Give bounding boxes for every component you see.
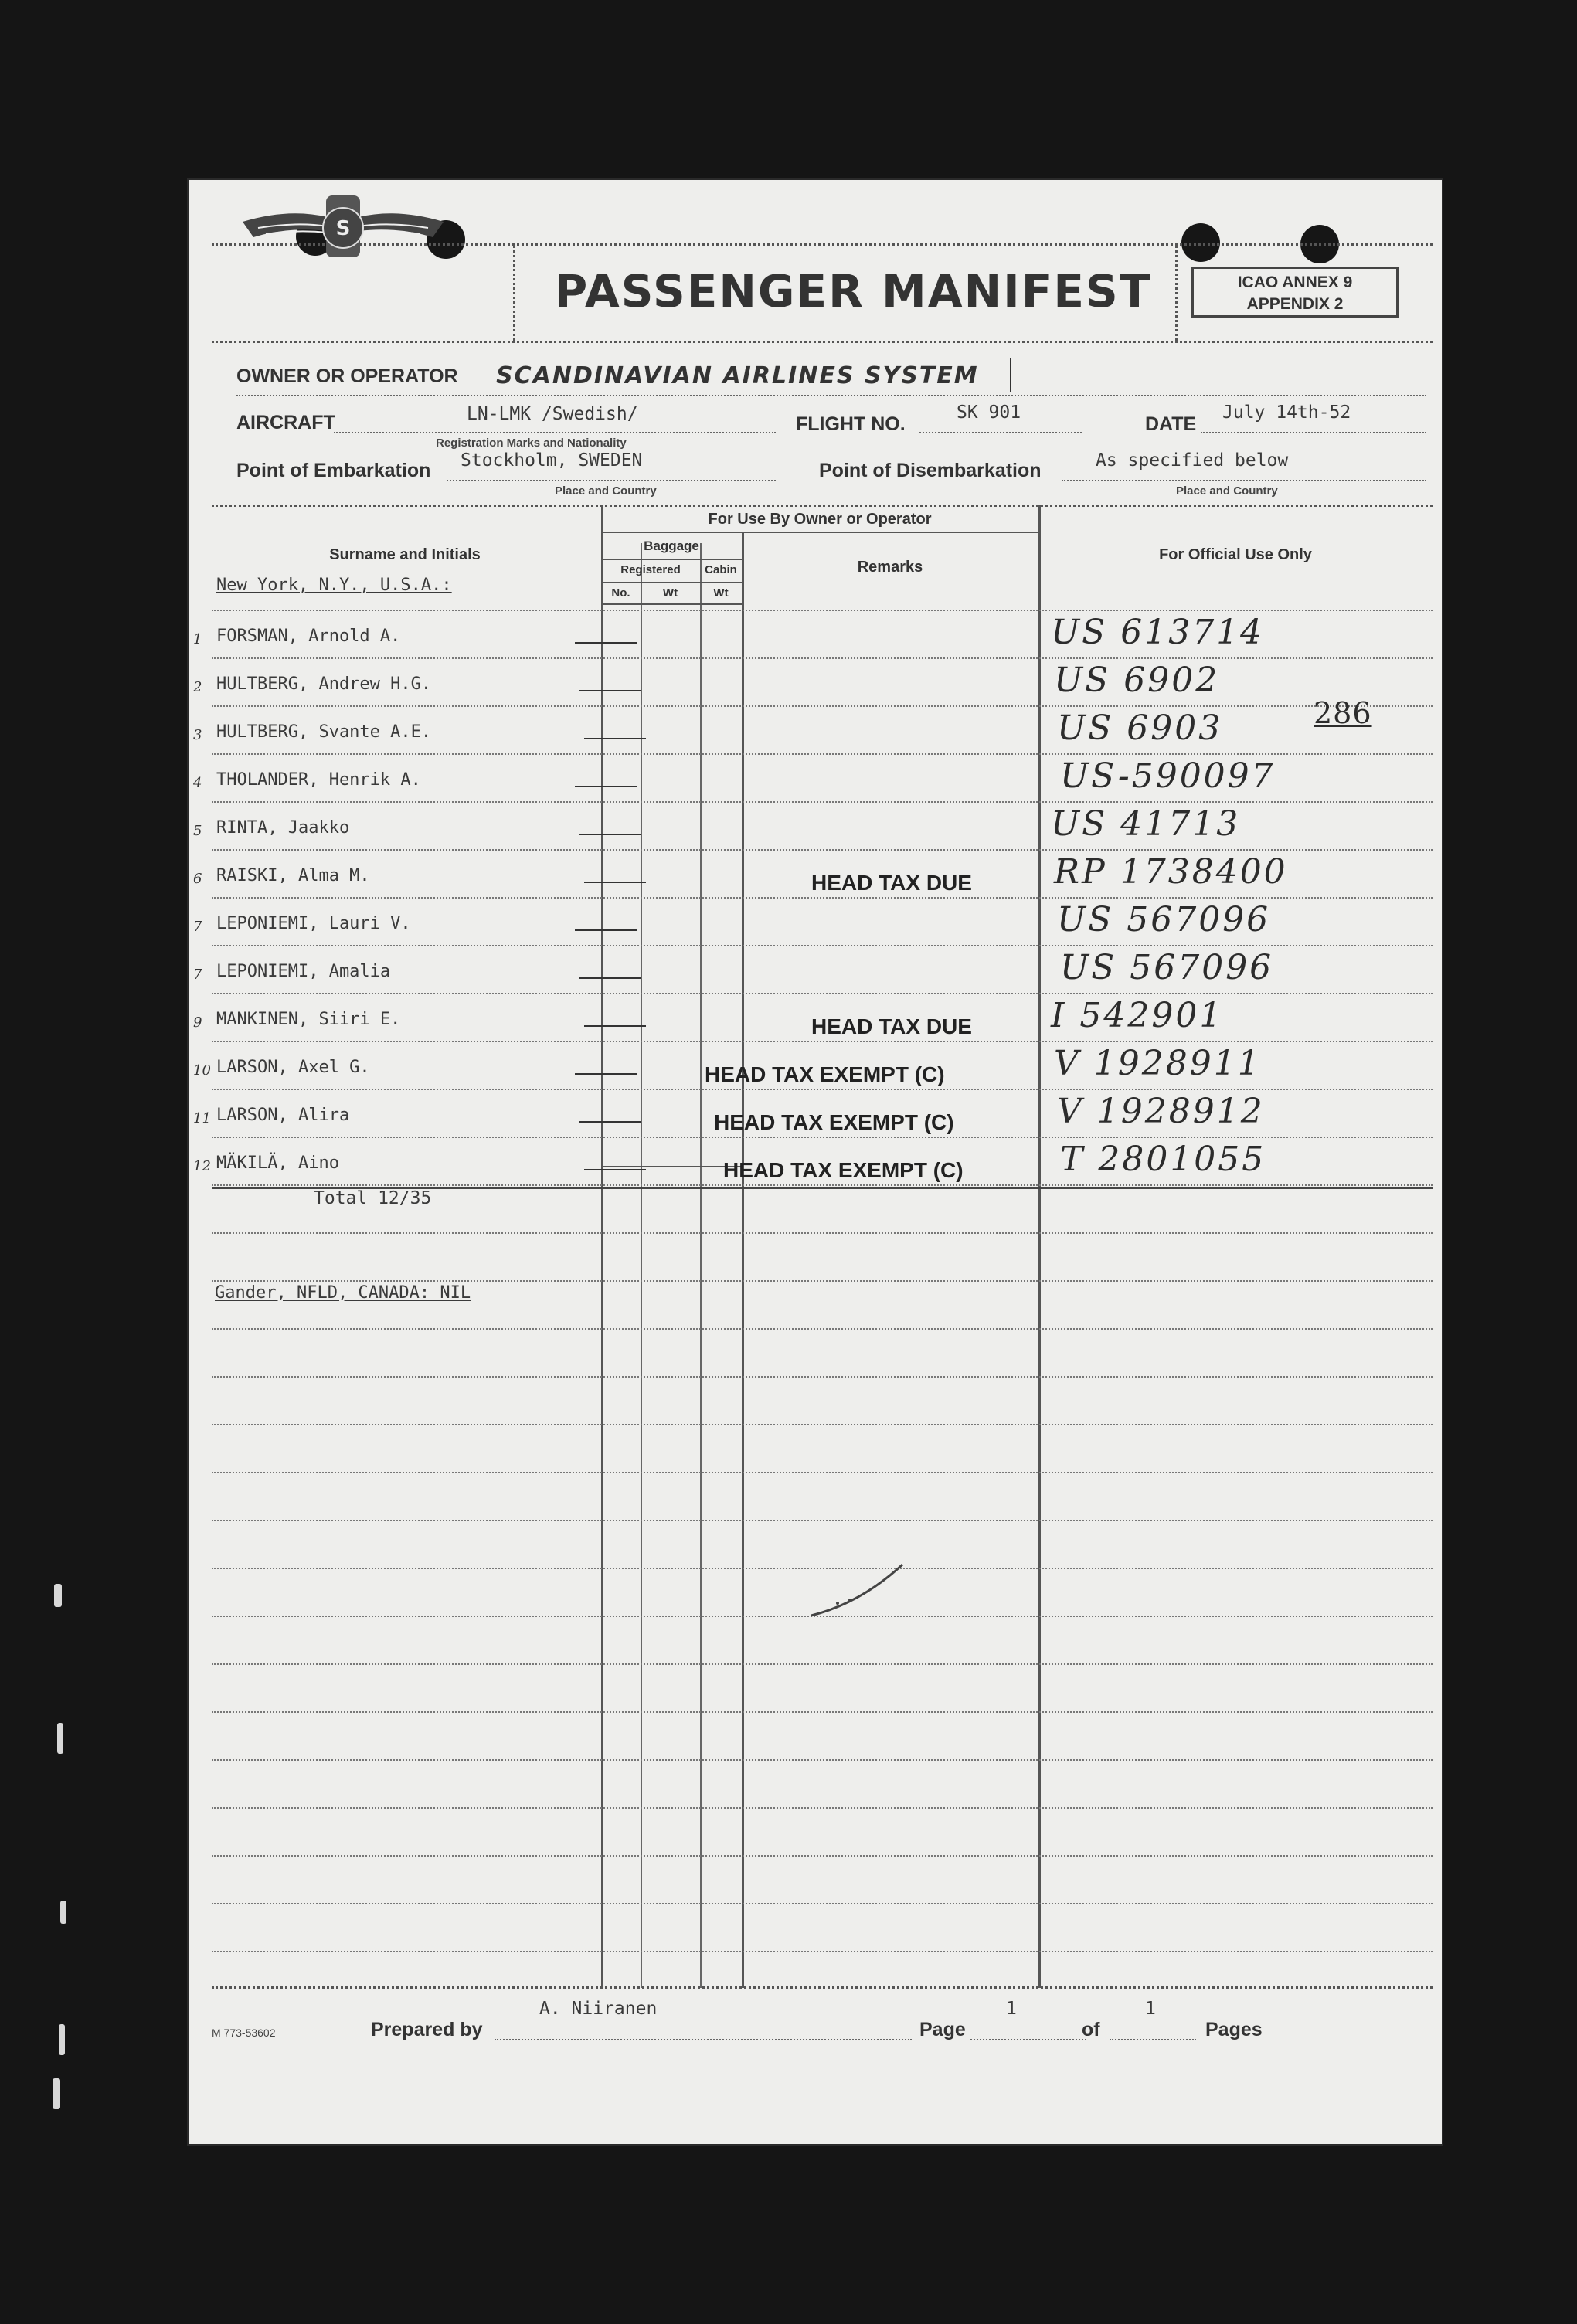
col-wt: Wt (662, 586, 678, 600)
col-cabin-wt: Wt (713, 586, 729, 600)
date-value: July 14th-52 (1222, 403, 1351, 423)
ruled-line (212, 1711, 1433, 1713)
flight-label: FLIGHT NO. (796, 413, 906, 435)
page-value: 1 (1006, 1999, 1017, 2019)
film-mark (53, 2078, 60, 2109)
col-remarks: Remarks (857, 559, 923, 576)
col-no: No. (611, 586, 630, 600)
official-entry: V 1928911 (1054, 1044, 1262, 1083)
remark-stamp: HEAD TAX EXEMPT (C) (723, 1158, 964, 1182)
passenger-name: LEPONIEMI, Lauri V. (216, 914, 411, 933)
official-entry: V 1928912 (1057, 1092, 1265, 1131)
row-number: 10 (193, 1062, 211, 1079)
row-number: 5 (193, 823, 202, 839)
film-mark (57, 1723, 63, 1754)
baggage-dash (584, 738, 646, 739)
passenger-name: THOLANDER, Henrik A. (216, 770, 421, 790)
flight-value: SK 901 (957, 403, 1021, 423)
row-number: 9 (193, 1014, 202, 1031)
extra-note: 286 (1314, 696, 1372, 730)
ruled-line (212, 1376, 1433, 1378)
passenger-name: HULTBERG, Svante A.E. (216, 722, 432, 742)
ruled-line (212, 1807, 1433, 1809)
ruled-line (212, 1520, 1433, 1521)
baggage-dash (579, 690, 641, 691)
film-mark (60, 1901, 66, 1924)
embarkation-value: Stockholm, SWEDEN (461, 450, 643, 471)
disembarkation-label: Point of Disembarkation (819, 460, 1042, 481)
row-number: 1 (193, 631, 202, 647)
prepared-value: A. Niiranen (539, 1999, 658, 2019)
col-cabin: Cabin (705, 563, 737, 576)
col-owner-use: For Use By Owner or Operator (708, 511, 932, 528)
col-surname: Surname and Initials (329, 546, 481, 563)
baggage-dash (575, 1073, 637, 1075)
ruled-line (212, 1424, 1433, 1425)
ruled-line (212, 801, 1433, 803)
ruled-line (212, 705, 1433, 707)
icao-line-1: ICAO ANNEX 9 (1237, 274, 1353, 291)
owner-value: SCANDINAVIAN AIRLINES SYSTEM (496, 362, 979, 389)
icao-box (1191, 267, 1399, 318)
passenger-name: MANKINEN, Siiri E. (216, 1010, 401, 1029)
svg-text:S: S (335, 217, 351, 240)
official-entry: US 41713 (1051, 804, 1241, 844)
col-baggage: Baggage (644, 539, 699, 553)
ruled-line (212, 897, 1433, 899)
of-label: of (1082, 2019, 1100, 2040)
total: Total 12/35 (314, 1188, 432, 1208)
ruled-line (212, 849, 1433, 851)
ruled-line (212, 1041, 1433, 1042)
remark-stamp: HEAD TAX DUE (811, 1014, 972, 1038)
official-entry: US 567096 (1057, 900, 1271, 939)
col-official: For Official Use Only (1159, 546, 1312, 563)
baggage-dash (575, 642, 637, 644)
film-mark (59, 2024, 65, 2055)
remark-stamp: HEAD TAX DUE (811, 871, 972, 895)
passenger-name: FORSMAN, Arnold A. (216, 627, 401, 646)
gander-note: Gander, NFLD, CANADA: NIL (215, 1283, 471, 1303)
baggage-dash (584, 882, 646, 883)
disembarkation-value: As specified below (1096, 450, 1289, 471)
col-registered: Registered (620, 563, 681, 576)
remark-stamp: HEAD TAX EXEMPT (C) (714, 1110, 954, 1134)
row-number: 2 (193, 679, 202, 695)
official-entry: US-590097 (1060, 756, 1276, 796)
aircraft-caption: Registration Marks and Nationality (436, 437, 627, 450)
official-entry: US 613714 (1051, 613, 1265, 652)
row-number: 4 (193, 775, 202, 791)
disembarkation-caption: Place and Country (1176, 484, 1278, 498)
ruled-line (212, 945, 1433, 946)
embarkation-caption: Place and Country (555, 484, 657, 498)
aircraft-value: LN-LMK /Swedish/ (467, 404, 638, 424)
official-entry: T 2801055 (1060, 1140, 1266, 1179)
page-label: Page (919, 2019, 966, 2040)
row-number: 7 (193, 919, 202, 935)
official-entry: RP 1738400 (1054, 852, 1288, 892)
ruled-line (212, 1951, 1433, 1952)
ruled-line (212, 1759, 1433, 1761)
winged-logo-icon (235, 191, 451, 265)
ruled-line (212, 753, 1433, 755)
baggage-dash (575, 786, 637, 787)
pen-mark (807, 1560, 915, 1622)
ruled-line (212, 610, 1433, 611)
ruled-line (212, 1663, 1433, 1665)
row-number: 7 (193, 967, 202, 983)
ruled-line (212, 657, 1433, 659)
baggage-dash (579, 977, 641, 979)
baggage-dash (579, 1121, 641, 1123)
ruled-line (212, 1328, 1433, 1330)
passenger-name: HULTBERG, Andrew H.G. (216, 674, 432, 694)
ruled-line (212, 1280, 1433, 1282)
ruled-line (212, 1137, 1433, 1138)
ruled-line (212, 1903, 1433, 1904)
date-label: DATE (1145, 413, 1197, 435)
passenger-name: LEPONIEMI, Amalia (216, 962, 391, 981)
passenger-name: LARSON, Axel G. (216, 1058, 370, 1077)
passenger-name: RAISKI, Alma M. (216, 866, 370, 885)
icao-line-2: APPENDIX 2 (1246, 295, 1344, 313)
row-number: 11 (193, 1110, 211, 1126)
remark-stamp: HEAD TAX EXEMPT (C) (705, 1062, 945, 1086)
ruled-line (212, 1089, 1433, 1090)
official-entry: US 6903 (1057, 708, 1223, 748)
manifest-page (189, 180, 1442, 2144)
row-number: 3 (193, 727, 202, 743)
baggage-dash (584, 1025, 646, 1027)
baggage-dash (575, 929, 637, 931)
baggage-dash (579, 834, 641, 835)
page-title: PASSENGER MANIFEST (554, 265, 1152, 318)
prepared-label: Prepared by (371, 2019, 483, 2040)
ruled-line (212, 993, 1433, 994)
official-entry: I 542901 (1051, 996, 1224, 1035)
passenger-name: MÄKILÄ, Aino (216, 1154, 339, 1173)
passenger-name: RINTA, Jaakko (216, 818, 350, 838)
film-mark (54, 1584, 62, 1607)
owner-label: OWNER OR OPERATOR (236, 365, 458, 387)
ruled-line (212, 1472, 1433, 1473)
row-number: 12 (193, 1158, 211, 1174)
ruled-line (212, 1232, 1433, 1234)
official-entry: US 567096 (1060, 948, 1274, 987)
form-code: M 773-53602 (212, 2027, 276, 2039)
ruled-line (212, 1855, 1433, 1857)
ruled-line (212, 1184, 1433, 1186)
baggage-dash (584, 1169, 646, 1170)
embarkation-label: Point of Embarkation (236, 460, 431, 481)
destination: New York, N.Y., U.S.A.: (216, 576, 452, 595)
passenger-name: LARSON, Alira (216, 1106, 350, 1125)
aircraft-label: AIRCRAFT (236, 412, 335, 433)
row-number: 6 (193, 871, 202, 887)
pages-label: Pages (1205, 2019, 1263, 2040)
official-entry: US 6902 (1054, 661, 1220, 700)
of-value: 1 (1145, 1999, 1156, 2019)
